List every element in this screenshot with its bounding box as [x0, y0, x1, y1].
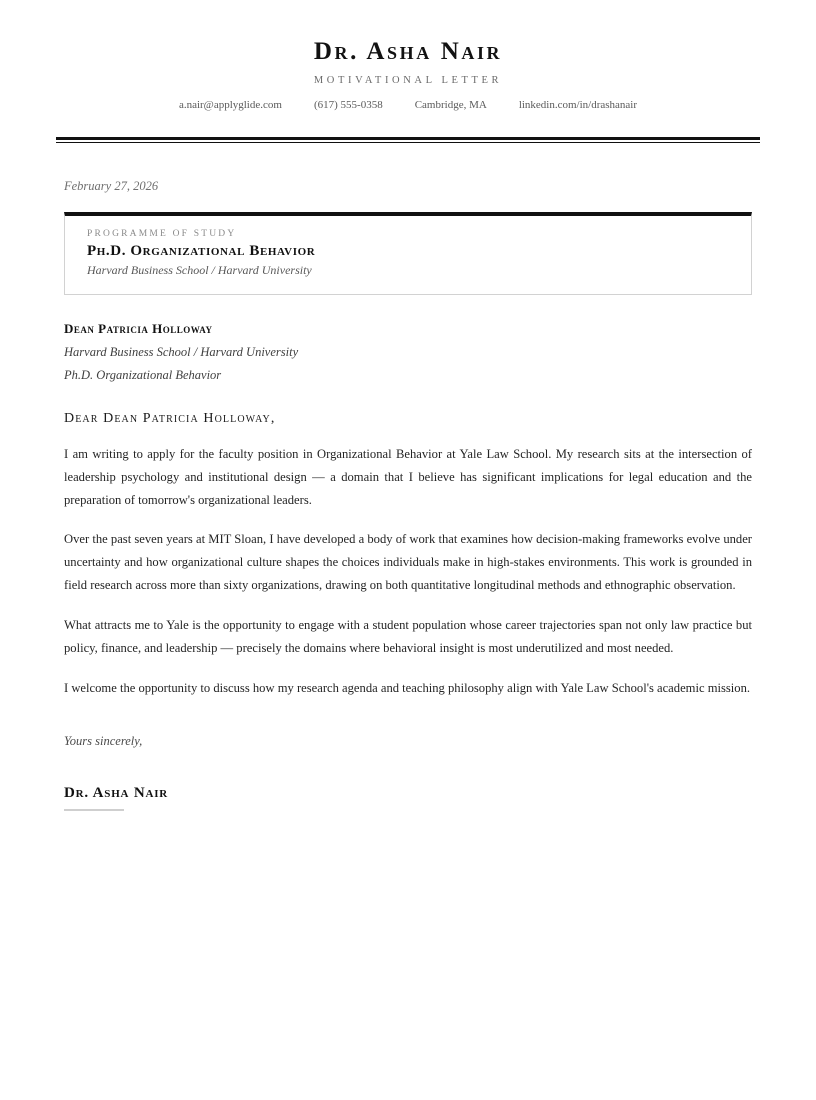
contact-line	[56, 99, 760, 111]
header-divider	[56, 137, 760, 143]
programme-name: Ph.D. Organizational Behavior	[87, 242, 316, 259]
recipient-block	[56, 321, 760, 383]
body-paragraph: I welcome the opportunity to discuss how my research agenda and teaching philosophy align with Yale Law School's academic mission.	[64, 681, 751, 695]
recipient-institution: Harvard Business School / Harvard University	[64, 344, 299, 359]
letter-body	[56, 443, 760, 700]
contact-email[interactable]: a.nair@applyglide.com	[178, 98, 282, 111]
programme-label: PROGRAMME OF STUDY	[87, 228, 237, 239]
programme-of-study-box	[64, 212, 752, 295]
contact-linkedin[interactable]: linkedin.com/in/drashanair	[518, 98, 638, 111]
recipient-name: Dean Patricia Holloway	[64, 320, 213, 336]
divider-thin-line	[56, 142, 760, 143]
letter-date: February 27, 2026	[64, 178, 159, 193]
closing-block	[56, 734, 760, 811]
page-title: Dr. Asha Nair	[313, 38, 503, 65]
signature-rule	[64, 809, 124, 811]
contact-location: Cambridge, MA	[414, 98, 487, 111]
body-paragraph: What attracts me to Yale is the opportunity to engage with a student population whose career trajectories span not only law practice but policy, finance, and leadership — precisely the domains where behavioral insight is most underutilized and most needed.	[64, 618, 752, 656]
recipient-programme: Ph.D. Organizational Behavior	[64, 367, 222, 382]
document-subtitle: MOTIVATIONAL LETTER	[313, 74, 503, 86]
closing-phrase: Yours sincerely,	[64, 733, 143, 748]
signature-name: Dr. Asha Nair	[64, 784, 169, 801]
body-paragraph: Over the past seven years at MIT Sloan, I have developed a body of work that examines how decision-making frameworks evolve under uncertainty and how organizational culture shapes the choices individuals make in high-stakes environments. This work is grounded in field research across more than sixty organizations, drawing on both quantitative longitudinal methods and ethnographic observation.	[64, 532, 752, 593]
programme-institution: Harvard Business School / Harvard University	[87, 262, 312, 277]
contact-phone[interactable]: (617) 555-0358	[313, 98, 383, 111]
salutation: Dear Dean Patricia Holloway,	[64, 410, 276, 426]
body-paragraph: I am writing to apply for the faculty position in Organizational Behavior at Yale Law School. My research sits at the intersection of leadership psychology and institutional design — a domain that I believe has significant implications for legal education and the preparation of tomorrow's organizational leaders.	[64, 446, 752, 507]
letterhead	[56, 0, 760, 111]
divider-thick-line	[56, 137, 760, 140]
